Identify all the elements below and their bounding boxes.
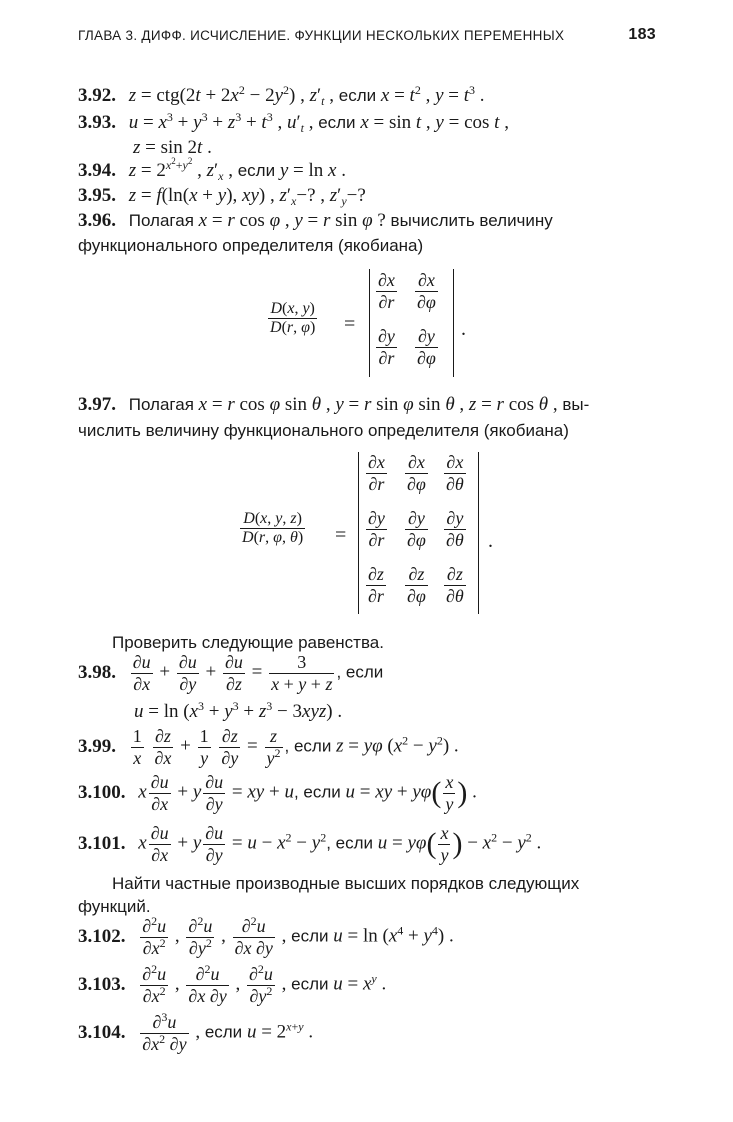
word-if: , если bbox=[293, 782, 341, 802]
problem-number: 3.101. bbox=[78, 832, 126, 854]
problem-3-104: 3.104. $\frac{\partial^3u}{\partial x^2 \partial y}$ , если $u = 2^{x+y}$ . bbox=[78, 1010, 314, 1054]
problem-3-97: 3.97. Полагая x = r cos φ sin θ , y = r sin φ sin θ , z = r cos θ , вы- bbox=[78, 394, 590, 415]
section-intro-verify: Проверить следующие равенства. bbox=[112, 633, 384, 652]
word-if: если bbox=[237, 161, 276, 180]
problem-number: 3.104. bbox=[78, 1021, 126, 1043]
problem-number: 3.95. bbox=[78, 185, 116, 206]
problem-number: 3.100. bbox=[78, 781, 126, 803]
problem-number: 3.102. bbox=[78, 925, 126, 947]
determinant-3x3: $\frac{\partial x}{\partial r}$ $\frac{\partial x}{\partial\varphi}$ $\frac{\partial x}{\partial\theta}$ $\frac{\partial y}{\partial r}$ $\frac{\partial y}{\partial\varphi}$ $\frac{\partial y}{\partial\theta}$ $\frac{\partial z}{\partial r}$ $\frac{\partial z}{\partial\varphi}$ $\frac{\partial z}{\partial\theta}$ bbox=[358, 452, 482, 614]
problem-3-93: 3.93. $u = x^3 + y^3 + z^3 + t^3$ , $u'_t$ , если x = sin t , y = cos t , bbox=[78, 110, 509, 135]
problem-number: 3.99. bbox=[78, 735, 116, 757]
problem-3-98-continuation: $u = \ln (x^3 + y^3 + z^3 - 3xyz)$ . bbox=[134, 699, 343, 722]
problem-3-100: 3.100. x $\frac{\partial u}{\partial x}$ + y $\frac{\partial u}{\partial y}$ = xy + u, если u = xy + yφ( $\frac{x}{y}$ ) . bbox=[78, 772, 477, 814]
word-if: если bbox=[204, 1022, 243, 1042]
problem-number: 3.94. bbox=[78, 160, 116, 181]
problem-3-103: 3.103. $\frac{\partial^2u}{\partial x^2}$ , $\frac{\partial^2u}{\partial x \partial y}$ , $\frac{\partial^2u}{\partial y^2}$ , если $u = x^y$ . bbox=[78, 962, 387, 1006]
chapter-title: ГЛАВА 3. ДИФФ. ИСЧИСЛЕНИЕ. ФУНКЦИИ НЕСКОЛЬКИХ ПЕРЕМЕННЫХ bbox=[78, 28, 565, 43]
section-intro-derivatives: Найти частные производные высших порядков следующих bbox=[112, 874, 580, 893]
page-number: 183 bbox=[628, 26, 656, 43]
word-if: если bbox=[338, 86, 377, 105]
determinant-2x2: $\frac{\partial x}{\partial r}$ $\frac{\partial x}{\partial\varphi}$ $\frac{\partial y}{\partial r}$ $\frac{\partial y}{\partial\varphi}$ bbox=[369, 269, 457, 377]
problem-3-97-line2: числить величину функционального определителя (якобиана) bbox=[78, 421, 569, 440]
problem-3-99: 3.99. $\frac{1}{x}$ $\frac{\partial z}{\partial x}$ + $\frac{1}{y}$ $\frac{\partial z}{\partial y}$ = $\frac{z}{y^2}$ , если z = yφ $(x^2 - y^2)$ . bbox=[78, 726, 459, 768]
word-if: , если bbox=[326, 833, 374, 853]
problem-3-96: 3.96. Полагая x = r cos φ , y = r sin φ ? вычислить величину bbox=[78, 210, 553, 231]
textbook-page: ГЛАВА 3. ДИФФ. ИСЧИСЛЕНИЕ. ФУНКЦИИ НЕСКОЛЬКИХ ПЕРЕМЕННЫХ 183 3.92. $z = ctg(2t + 2x^2 - 2y^2)$ , $z'_t$ , если $x = t^2$ , $y = t^3$ . 3.93. $u = x^3 + y^3 + z^3 + t^3$ , $u'_t$ , если x = sin t , y = cos t , z = sin 2t . 3.94. $z = 2^{x^2+y^2}$ , $z'_x$ , если y = ln x . 3.95. z = f(ln(x + y), xy) , $z'_x-$? , $z'_y-$? 3.96. Полагая x = r cos φ , y = r sin φ ? вычислить величину функционального определителя (якобиана) $\frac{D(x, y)}{D(r, \varphi)}$ = $\frac{\partial x}{\partial r}$ $\frac{\partial x}{\partial\varphi}$ $\frac{\partial y}{\partial r}$ $\frac{\partial y}{\partial\varphi}$ . 3.97. Полагая x = r cos φ sin θ , y = r sin φ sin θ , z = r cos θ , вы- числить величину функционального определителя (якобиана) $\frac{D(x, y, z)}{D(r, \varphi, \theta)}$ = $\frac{\partial x}{\partial r}$ $\frac{\partial x}{\partial\varphi}$ $\frac{\partial x}{\partial\theta}$ $\frac{\partial y}{\partial r}$ $\frac{\partial y}{\partial\varphi}$ $\frac{\partial y}{\partial\theta}$ $\frac{\partial z}{\partial r}$ $\frac{\partial z}{\partial\varphi}$ $\frac{\partial z}{\partial\theta}$ . Проверить следующие равенства. 3.98. $\frac{\partial u}{\partial x}$ + $\frac{\partial u}{\partial y}$ + $\frac{\partial u}{\partial z}$ = $\frac{3}{x + y + z}$ , если $u = \ln (x^3 + y^3 + z^3 - 3xyz)$ . 3.99. $\frac{1}{x}$ $\frac{\partial z}{\partial x}$ + $\frac{1}{y}$ $\frac{\partial z}{\partial y}$ = $\frac{z}{y^2}$ , если z = yφ $(x^2 - y^2)$ . 3.100. x $\frac{\partial u}{\partial x}$ + y $\frac{\partial u}{\partial y}$ = xy + u, если u = xy + yφ( $\frac{x}{y}$ ) . 3.101. x $\frac{\partial u}{\partial x}$ + y $\frac{\partial u}{\partial y}$ = $u - x^2 - y^2$, если u = yφ( $\frac{x}{y}$ ) − $x^2 - y^2$ . Найти частные производные высших порядков следующих функций. 3.102. $\frac{\partial^2u}{\partial x^2}$ , $\frac{\partial^2u}{\partial y^2}$ , $\frac{\partial^2u}{\partial x \partial y}$ , если $u = \ln (x^4 + y^4)$ . 3.103. $\frac{\partial^2u}{\partial x^2}$ , $\frac{\partial^2u}{\partial x \partial y}$ , $\frac{\partial^2u}{\partial y^2}$ , если $u = x^y$ . 3.104. $\frac{\partial^3u}{\partial x^2 \partial y}$ , если $u = 2^{x+y}$ . bbox=[78, 26, 656, 1054]
problem-3-102: 3.102. $\frac{\partial^2u}{\partial x^2}$ , $\frac{\partial^2u}{\partial y^2}$ , $\frac{\partial^2u}{\partial x \partial y}$ , если $u = \ln (x^4 + y^4)$ . bbox=[78, 914, 454, 958]
problem-3-94: 3.94. $z = 2^{x^2+y^2}$ , $z'_x$ , если y = ln x . bbox=[78, 156, 346, 183]
problem-3-95: 3.95. z = f(ln(x + y), xy) , $z'_x-$? , $z'_y-$? bbox=[78, 185, 366, 208]
problem-3-93-continuation: z = sin 2t . bbox=[133, 137, 212, 158]
problem-number: 3.98. bbox=[78, 661, 116, 683]
problem-number: 3.96. bbox=[78, 210, 116, 231]
problem-number: 3.93. bbox=[78, 112, 116, 133]
word-if: , если bbox=[284, 736, 332, 756]
word-if: если bbox=[318, 113, 356, 132]
problem-3-92: 3.92. $z = ctg(2t + 2x^2 - 2y^2)$ , $z'_t$ , если $x = t^2$ , $y = t^3$ . bbox=[78, 83, 485, 108]
problem-number: 3.97. bbox=[78, 394, 116, 415]
word-if: если bbox=[291, 974, 329, 994]
problem-3-101: 3.101. x $\frac{\partial u}{\partial x}$ + y $\frac{\partial u}{\partial y}$ = $u - x^2 - y^2$, если u = yφ( $\frac{x}{y}$ ) − $x^2 - y^2$ . bbox=[78, 823, 542, 865]
section-intro-derivatives-line2: функций. bbox=[78, 897, 151, 916]
problem-3-98: 3.98. $\frac{\partial u}{\partial x}$ + $\frac{\partial u}{\partial y}$ + $\frac{\partial u}{\partial z}$ = $\frac{3}{x + y + z}$ , если bbox=[78, 652, 384, 694]
word-if: , если bbox=[336, 662, 384, 682]
problem-number: 3.92. bbox=[78, 85, 116, 106]
problem-number: 3.103. bbox=[78, 973, 126, 995]
word-if: если bbox=[291, 926, 329, 946]
running-header bbox=[78, 26, 656, 48]
problem-3-96-line2: функционального определителя (якобиана) bbox=[78, 236, 424, 255]
